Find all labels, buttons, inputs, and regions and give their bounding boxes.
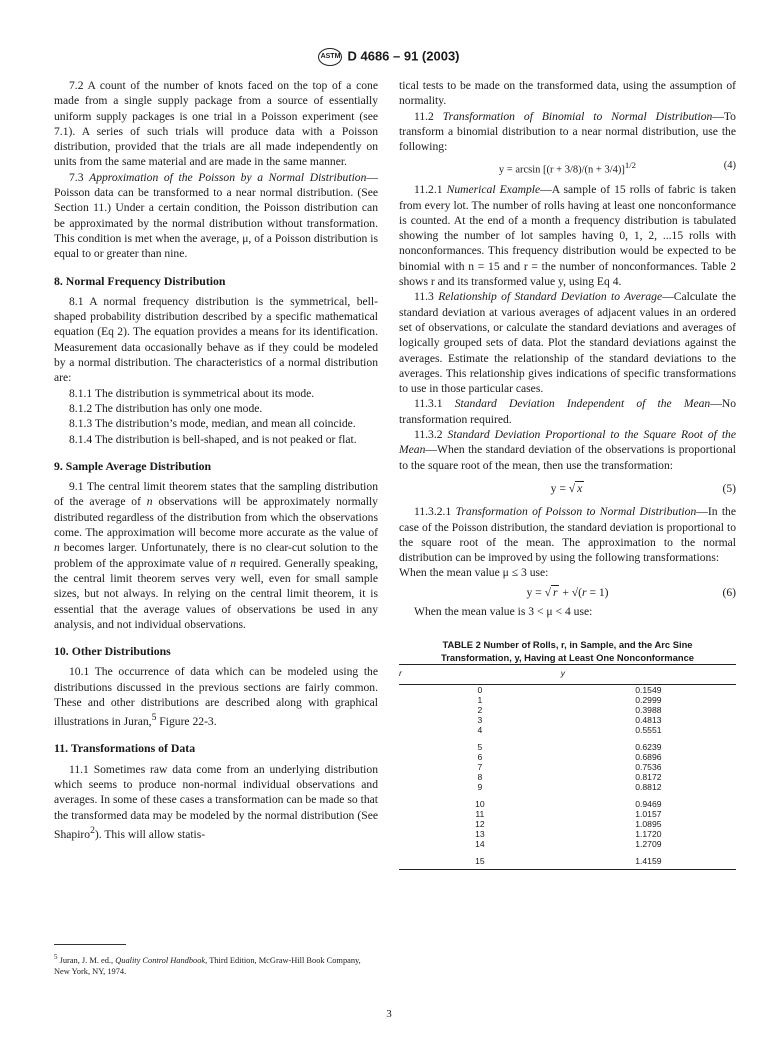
paragraph-8-1-1: 8.1.1 The distribution is symmetrical about its mode. <box>69 386 315 400</box>
table-cell-y: 0.6239 <box>635 741 662 752</box>
section-11-heading: 11. Transformations of Data <box>54 741 196 756</box>
paragraph-11-1: 11.1 Sometimes raw data come from an underlying distribution which seems to produce non-normal individual observations and averages. In some of these cases a transformation can be made so that the transformed data may be modeled by the normal distribution (See Shapiro$^2$). This will allow statis- <box>54 762 378 841</box>
table-2 <box>399 664 736 869</box>
paragraph-11-3-2-1: 11.3.2.1 Transformation of Poisson to Normal Distribution—In the case of the Poisson distribution, the standard deviation is proportional to the square root of the mean. The approximation to the normal distribution can be improved by using the following transformations: <box>399 505 736 565</box>
table-cell-y: 0.5551 <box>635 724 662 735</box>
table-cell-r: 7 <box>477 761 483 772</box>
table-cell-y: 1.4159 <box>561 849 736 870</box>
table-cell-r: 0 <box>477 684 483 695</box>
equation-5-number: (5) <box>722 481 736 495</box>
table-row <box>399 849 736 870</box>
table-row <box>399 782 736 792</box>
table-cell-r: 8 <box>477 771 483 782</box>
section-9-heading: 9. Sample Average Distribution <box>54 458 212 473</box>
section-10-heading: 10. Other Distributions <box>54 644 171 659</box>
paragraph-7-2: 7.2 A count of the number of knots faced on the top of a cone made from a single supply package from a source of essentially uniform supply packages is one trial in a Poisson experiment (see 7.1). A series of such trials will produce data with a Poisson distribution, provided that the trials are all made independently on units from the same material and are made in the same manner. <box>54 79 378 169</box>
table-cell-r: 15 <box>399 849 561 870</box>
paragraph-11-2-1: 11.2.1 Numerical Example—A sample of 15 rolls of fabric is taken from every lot. The number of rolls having at least one nonconformance is counted. At the end of a month a frequency distribution is tabulated showing the number of lot samples having 0, 1, 2, ...15 rolls with nonconformances. This frequency distribution would be expected to be binomial with n = 15 and r = the number of nonconformances. Table 2 shows r and its transformed value y, using Eq 4. <box>399 183 737 289</box>
table-row <box>399 762 736 772</box>
table-row <box>399 695 736 705</box>
equation-6: y = √ r + √(r = 1) (6) <box>526 585 736 599</box>
table-2-header-r: r <box>399 665 561 684</box>
table-cell-r: 1 <box>477 694 483 705</box>
footnote-rule <box>54 944 126 945</box>
table-cell-r: 12 <box>475 818 485 829</box>
table-cell-y: 0.4813 <box>635 714 662 725</box>
table-cell-r: 14 <box>475 838 485 849</box>
astm-logo-icon: ASTM <box>318 48 342 66</box>
paragraph-11-3: 11.3 Relationship of Standard Deviation to Average—Calculate the standard deviation at various averages of adjacent values in an ordered set of observations, or calculate the standard deviations and averages of logically grouped sets of data. Plot the standard deviations against the averages. Estimate the relationship of the standard deviations to the averages. This relationship gives indications of specific transformations to use in those particular cases. <box>399 290 736 396</box>
table-row <box>399 725 736 735</box>
table-cell-y: 0.6896 <box>635 751 662 762</box>
table-cell-r: 4 <box>477 724 483 735</box>
equation-6-number: (6) <box>722 585 736 599</box>
table-2-header-y: y <box>561 665 736 684</box>
table-row <box>399 684 736 695</box>
equation-5: y = √ x (5) <box>550 481 736 495</box>
paragraph-8-1-2: 8.1.2 The distribution has only one mode. <box>69 401 263 415</box>
table-row <box>399 735 736 752</box>
table-cell-r: 11 <box>475 808 485 819</box>
table-row <box>399 829 736 839</box>
table-row <box>399 809 736 819</box>
table-row <box>399 715 736 725</box>
page-number: 3 <box>386 1008 392 1020</box>
table-2-title: TABLE 2 Number of Rolls, r, in Sample, and the Arc Sine Transformation, y, Having at Least One Nonconformance <box>441 639 694 663</box>
right-column <box>399 78 736 870</box>
paragraph-8-1-4: 8.1.4 The distribution is bell-shaped, and is not peaked or flat. <box>69 432 357 446</box>
paragraph-11-3-2: 11.3.2 Standard Deviation Proportional to the Square Root of the Mean—When the standard deviation of the observations is proportional to the square root of the mean, then use the transformation: <box>399 428 736 472</box>
table-cell-y: 0.7536 <box>635 761 662 772</box>
footnote-5: $^5$ Juran, J. M. ed., Quality Control Handbook, Third Edition, McGraw-Hill Book Company, New York, NY, 1974. <box>54 953 361 976</box>
paragraph-8-1-3: 8.1.3 The distribution’s mode, median, and mean all coincide. <box>69 417 356 431</box>
table-cell-y: 1.0157 <box>635 808 662 819</box>
paragraph-7-3-title: Approximation of the Poisson by a Normal Distribution <box>89 170 367 184</box>
section-8-heading: 8. Normal Frequency Distribution <box>54 273 226 288</box>
paragraph-11-3-1: 11.3.1 Standard Deviation Independent of the Mean—No transformation required. <box>399 397 736 426</box>
table-row <box>399 772 736 782</box>
table-cell-r: 3 <box>477 714 483 725</box>
paragraph-11-2-title: Transformation of Binomial to Normal Distribution <box>442 109 713 123</box>
table-row <box>399 752 736 762</box>
footnote-ref-5: 5 <box>151 712 157 724</box>
paragraph-11-1-continued: tical tests to be made on the transformed data, using the assumption of normality. <box>399 79 736 108</box>
paragraph-7-3: 7.3 Approximation of the Poisson by a Normal Distribution—Poisson data can be transformed to a near normal distribution. (See Section 11.) Under a certain condition, the Poisson distribution can be approximated by the normal distribution without transformation. This condition is met when the average, μ, of a Poisson distribution is equal to or greater than nine. <box>54 170 378 261</box>
table-cell-y: 0.9469 <box>635 798 662 809</box>
table-cell-y: 1.1720 <box>635 828 662 839</box>
equation-4-number: (4) <box>723 160 736 172</box>
table-cell-r: 2 <box>477 704 483 715</box>
left-column <box>54 78 378 842</box>
page-header <box>0 48 778 66</box>
table-cell-r: 13 <box>475 828 485 839</box>
table-row <box>399 839 736 849</box>
table-cell-y: 1.0895 <box>635 818 662 829</box>
table-row <box>399 705 736 715</box>
table-cell-y: 0.3988 <box>635 704 662 715</box>
table-cell-r: 6 <box>477 751 483 762</box>
table-cell-r: 10 <box>475 798 485 809</box>
table-cell-y: 0.8172 <box>635 771 662 782</box>
paragraph-8-1: 8.1 A normal frequency distribution is the symmetrical, bell-shaped probability distribution described by a specific mathematical equation (Eq 2). The equation provides a means for its identification. Measurement data occasionally behave as if they could be modeled by a normal distribution. The characteristics of a normal distribution are: <box>54 294 378 385</box>
paragraph-mean-3-to-4: When the mean value is 3 < μ < 4 use: <box>414 605 593 618</box>
table-cell-y: 0.8812 <box>635 781 662 792</box>
footnote-ref-2: 2 <box>90 824 95 836</box>
paragraph-mean-le-3: When the mean value μ ≤ 3 use: <box>399 566 549 580</box>
table-cell-r: 5 <box>477 741 483 752</box>
paragraph-9-1: 9.1 The central limit theorem states that the sampling distribution of the average of n observations will be approximately normally distributed regardless of the distribution from which the observations come. The approximation will become more accurate as the value of n becomes larger. Unfortunately, there is no clear-cut solution to the problem of the approximate value of n required. Generally speaking, the central limit theorem serves very well, even for small sample sizes, but not always. In relying on the central limit theorem, it is essential that the average values of observations be used in any analysis, and not individual observations. <box>54 480 378 631</box>
table-row <box>399 792 736 809</box>
paragraph-10-1: 10.1 The occurrence of data which can be modeled using the distributions discussed in the previous sections are fairly common. These and other distributions are described along with graphical illustrations in Juran,$^5$ Figure 22-3. <box>54 665 378 729</box>
table-cell-y: 0.2999 <box>635 694 662 705</box>
table-cell-r: 9 <box>477 781 483 792</box>
equation-4: $y = \arcsin [(r + 3/8)/(n + 3/4)]^{1/2}$ (4) <box>498 160 736 176</box>
table-row <box>399 819 736 829</box>
table-cell-y: 1.2709 <box>635 838 662 849</box>
table-cell-y: 0.1549 <box>635 684 662 695</box>
paragraph-11-2: 11.2 Transformation of Binomial to Normal Distribution—To transform a binomial distribution to a near normal distribution, use the following: <box>399 109 736 154</box>
document-designation: D 4686 – 91 (2003) <box>347 48 460 64</box>
